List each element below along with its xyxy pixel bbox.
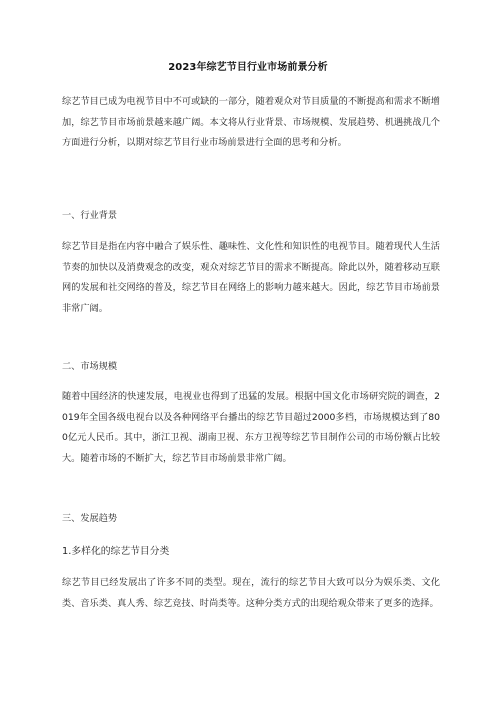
- section-heading-background: 一、行业背景: [62, 210, 118, 221]
- section-body-market-size: 随着中国经济的快速发展，电视业也得到了迅猛的发展。根据中国文化市场研究院的调查，2019年全国各级电视台以及各种网络平台播出的综艺节目超过2000多档，市场规模达到了800亿元人民币。其中，浙江卫视、湖南卫视、东方卫视等综艺节目制作公司的市场份额占比较大。随着市场的不断扩大，综艺节目市场前景非常广阔。: [62, 391, 440, 464]
- section-body-trends: 综艺节目已经发展出了许多不同的类型。现在，流行的综艺节目大致可以分为娱乐类、文化类、音乐类、真人秀、综艺竞技、时尚类等。这种分类方式的出现给观众带来了更多的选择。: [62, 577, 440, 609]
- section-body-background: 综艺节目是指在内容中融合了娱乐性、趣味性、文化性和知识性的电视节目。随着现代人生活节奏的加快以及消费观念的改变，观众对综艺节目的需求不断提高。除此以外，随着移动互联网的发展和社交网络的普及，综艺节目在网络上的影响力越来越大。因此，综艺节目市场前景非常广阔。: [62, 241, 440, 314]
- section-heading-market-size: 二、市场规模: [62, 361, 118, 372]
- section-heading-trends: 三、发展趋势: [62, 513, 118, 524]
- section-subheading-diversified: 1.多样化的综艺节目分类: [62, 546, 170, 557]
- intro-paragraph: 综艺节目已成为电视节目中不可或缺的一部分，随着观众对节目质量的不断提高和需求不断增加，综艺节目市场前景越来越广阔。本文将从行业背景、市场规模、发展趋势、机遇挑战几个方面进行分析，以期对综艺节目行业市场前景进行全面的思考和分析。: [62, 96, 440, 148]
- document-title: 2023年综艺节目行业市场前景分析: [168, 62, 328, 73]
